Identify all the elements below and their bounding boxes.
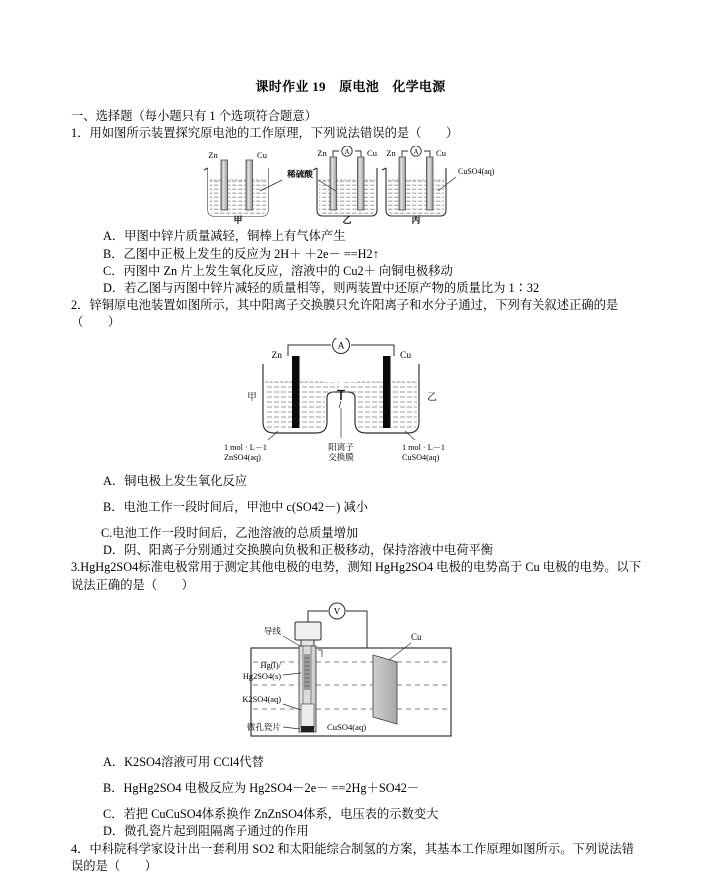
figure-1-cuso4-callout: CuSO4(aq) bbox=[457, 167, 494, 177]
svg-text:Cu: Cu bbox=[410, 631, 422, 642]
figure-3-voltmeter-symbol: V bbox=[333, 606, 340, 617]
svg-text:Hg2SO4(s): Hg2SO4(s) bbox=[242, 671, 281, 681]
figure-1-container bbox=[58, 146, 643, 224]
question-2-option-d: D．阴、阳离子分别通过交换膜向负极和正极移动，保持溶液中电荷平衡 bbox=[103, 543, 494, 558]
figure-1-cell-yi-left-electrode-label: Zn bbox=[316, 148, 327, 159]
figure-1-svg bbox=[186, 146, 516, 224]
figure-1-cell-yi bbox=[313, 146, 378, 224]
figure-1-cell-bing-right-electrode-label: Cu bbox=[435, 148, 446, 159]
question-2-stem: 2．锌铜原电池装置如图所示，其中阳离子交换膜只允许阳离子和水分子通过，下列有关叙述正确的是（ ） bbox=[71, 298, 619, 330]
question-2-option-c: C.电池工作一段时间后，乙池溶液的总质量增加 bbox=[101, 526, 359, 541]
figure-3-container bbox=[58, 600, 643, 748]
figure-3-outer-solution-label: CuSO4(aq) bbox=[326, 721, 366, 732]
svg-text:稀硫酸: 稀硫酸 bbox=[286, 169, 313, 180]
figure-1-three-beakers bbox=[186, 146, 516, 224]
question-3-option-d: D．微孔瓷片起到阻隔离子通过的作用 bbox=[103, 824, 309, 839]
figure-1-cell-jia-right-electrode-label: Cu bbox=[256, 150, 267, 161]
figure-2-zinc-electrode bbox=[292, 356, 300, 428]
question-1-option-b: B．乙图中正极上发生的反应为 2H＋ ＋2e－ ==H2↑ bbox=[103, 246, 379, 261]
figure-1-cell-bing-left-electrode-label: Zn bbox=[385, 148, 396, 159]
figure-2-left-solution-formula: ZnSO4(aq) bbox=[223, 452, 261, 462]
question-1-option-c: C．丙图中 Zn 片上发生氧化反应，溶液中的 Cu2＋ 向铜电极移动 bbox=[103, 263, 453, 278]
figure-2-svg bbox=[206, 338, 496, 466]
figure-1-cell-yi-ammeter-symbol: A bbox=[343, 148, 350, 157]
figure-2-cation-exchange-membrane bbox=[328, 390, 354, 462]
question-3-option-c: C．若把 CuCuSO4体系换作 ZnZnSO4体系，电压表的示数变大 bbox=[103, 807, 439, 822]
question-2-option-a: A．铜电极上发生氧化反应 bbox=[103, 473, 248, 488]
figure-1-cell-jia-left-electrode-label: Zn bbox=[207, 150, 218, 161]
figure-2-external-circuit bbox=[288, 338, 394, 356]
figure-1-cell-yi-label: 乙 bbox=[341, 215, 352, 225]
question-1-option-d: D．若乙图与丙图中锌片减轻的质量相等，则两装置中还原产物的质量比为 1∶32 bbox=[103, 281, 540, 296]
question-3-stem: 3.HgHg2SO4标准电极常用于测定其他电极的电势，测知 HgHg2SO4 电极的电势高于 Cu 电极的电势。以下说法正确的是（ ） bbox=[71, 560, 642, 592]
figure-2-left-solution-conc: 1 mol · L－1 bbox=[223, 442, 267, 452]
svg-text:K2SO4(aq): K2SO4(aq) bbox=[241, 694, 281, 704]
question-1-option-a: A．甲图中锌片质量减轻，铜棒上有气体产生 bbox=[103, 229, 346, 244]
question-3-option-a: A．K2SO4溶液可用 CCl4代替 bbox=[103, 754, 264, 769]
svg-text:导线: 导线 bbox=[263, 625, 281, 636]
figure-2-copper-electrode bbox=[383, 356, 391, 428]
page-title: 课时作业 19 原电池 化学电源 bbox=[255, 79, 446, 94]
figure-1-cell-bing-label: 丙 bbox=[410, 215, 421, 225]
figure-1-cell-jia bbox=[204, 150, 268, 224]
figure-3-copper-plate bbox=[373, 655, 397, 724]
figure-2-zinc-label: Zn bbox=[270, 350, 282, 361]
figure-2-membrane-label-line1: 阳离子 bbox=[327, 441, 354, 452]
document-body bbox=[58, 108, 643, 875]
figure-2-zn-cu-cell bbox=[206, 338, 496, 466]
svg-text:微孔瓷片: 微孔瓷片 bbox=[246, 721, 281, 732]
figure-3-reference-electrode bbox=[215, 600, 487, 748]
question-2-option-b: B．电池工作一段时间后，甲池中 c(SO42－) 减小 bbox=[103, 499, 369, 514]
figure-3-svg bbox=[215, 600, 487, 748]
question-3-option-b: B．HgHg2SO4 电极反应为 Hg2SO4－2e－ ==2Hg＋SO42－ bbox=[103, 781, 420, 796]
question-4-stem: 4．中科院科学家设计出一套利用 SO2 和太阳能综合制氢的方案，其基本工作原理如图所示。下列说法错误的是（ ） bbox=[71, 841, 634, 873]
figure-2-ammeter-symbol: A bbox=[337, 341, 344, 352]
figure-2-right-solution-conc: 1 mol · L－1 bbox=[401, 442, 445, 452]
figure-1-cell-bing bbox=[382, 146, 495, 224]
figure-2-right-solution-callout bbox=[402, 431, 445, 462]
figure-2-right-solution-formula: CuSO4(aq) bbox=[401, 452, 439, 462]
figure-2-container bbox=[58, 338, 643, 466]
figure-2-right-cell-label: 乙 bbox=[426, 391, 437, 403]
figure-2-left-solution-callout bbox=[224, 431, 278, 462]
figure-2-copper-label: Cu bbox=[399, 350, 411, 361]
figure-1-cell-bing-ammeter-symbol: A bbox=[412, 148, 419, 157]
svg-text:Hg(l)/: Hg(l)/ bbox=[260, 660, 281, 670]
figure-2-left-cell-label: 甲 bbox=[246, 391, 257, 403]
figure-1-cell-jia-label: 甲 bbox=[232, 215, 243, 225]
figure-3-porous-frit bbox=[301, 726, 314, 732]
figure-1-cell-yi-right-electrode-label: Cu bbox=[366, 148, 377, 159]
question-1-stem: 1．用如图所示装置探究原电池的工作原理，下列说法错误的是（ ） bbox=[71, 126, 459, 141]
figure-2-membrane-label-line2: 交换膜 bbox=[327, 451, 354, 462]
section-heading: 一、选择题（每小题只有 1 个选项符合题意） bbox=[71, 109, 317, 123]
